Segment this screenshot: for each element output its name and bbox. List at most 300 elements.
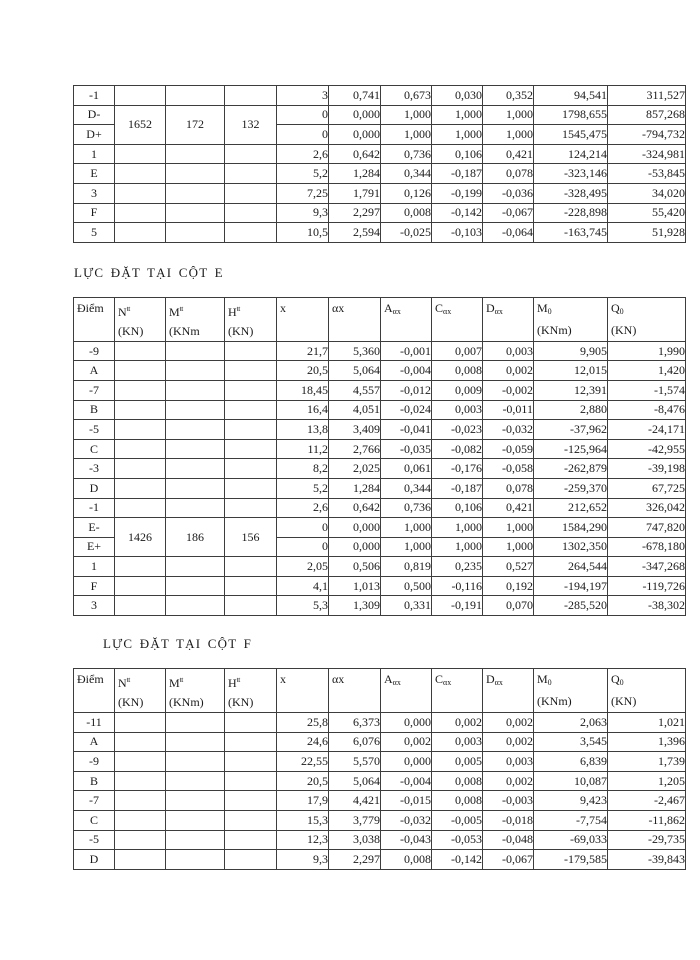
column-header-c-ax: [432, 669, 483, 713]
cell-q0: 1,205: [608, 771, 686, 791]
cell-m0: -179,585: [534, 850, 608, 870]
table-forces-continued: [73, 85, 686, 243]
cell-d-ax: 0,003: [483, 341, 534, 361]
cell-alpha-x: 0,506: [329, 557, 381, 577]
header-symbol-text: αx: [332, 300, 345, 315]
table-body: [74, 341, 686, 615]
cell-point-label: -1: [74, 86, 115, 106]
cell-alpha-x: 1,791: [329, 183, 381, 203]
cell-a-ax: 0,008: [381, 203, 432, 223]
header-subscript: 0: [619, 306, 624, 316]
cell-alpha-x: 0,642: [329, 498, 381, 518]
header-subscript: αx: [494, 678, 503, 688]
cell-d-ax: 1,000: [483, 537, 534, 557]
cell-a-ax: -0,043: [381, 830, 432, 850]
header-symbol-text: Điểm: [77, 300, 104, 315]
cell-q0: -53,845: [608, 164, 686, 184]
cell-q0: -39,843: [608, 850, 686, 870]
column-header-x: [277, 297, 329, 341]
cell-d-ax: 0,003: [483, 752, 534, 772]
cell-empty-m-tt: [166, 400, 225, 420]
cell-q0: -11,862: [608, 811, 686, 831]
header-unit: (KN): [118, 323, 144, 338]
cell-point-label: D-: [74, 105, 115, 125]
header-symbol: [384, 299, 431, 321]
header-symbol: [332, 299, 380, 318]
cell-empty-n-tt: [115, 400, 166, 420]
cell-a-ax: 1,000: [381, 105, 432, 125]
cell-x: 20,5: [277, 361, 329, 381]
cell-point-label: F: [74, 576, 115, 596]
cell-a-ax: 0,344: [381, 478, 432, 498]
cell-d-ax: -0,032: [483, 420, 534, 440]
cell-m0: 2,880: [534, 400, 608, 420]
table-row: [74, 518, 686, 538]
cell-x: 9,3: [277, 203, 329, 223]
cell-d-ax: 0,352: [483, 86, 534, 106]
column-header-diem: [74, 669, 115, 713]
cell-a-ax: 0,000: [381, 713, 432, 733]
cell-q0: 326,042: [608, 498, 686, 518]
cell-q0: -1,574: [608, 380, 686, 400]
header-unit: (KNm: [169, 323, 200, 338]
cell-d-ax: 0,070: [483, 596, 534, 616]
cell-d-ax: -0,018: [483, 811, 534, 831]
cell-alpha-x: 0,000: [329, 518, 381, 538]
cell-q0: 1,021: [608, 713, 686, 733]
header-superscript: tt: [236, 303, 240, 313]
cell-empty-h-tt: [225, 361, 277, 381]
cell-empty-h-tt: [225, 732, 277, 752]
header-symbol: [537, 670, 607, 692]
header-symbol-text: x: [280, 672, 286, 687]
header-subscript: 0: [547, 306, 552, 316]
header-unit: (KN): [118, 695, 144, 710]
header-symbol: [486, 299, 533, 321]
header-superscript: tt: [179, 303, 183, 313]
cell-point-label: F: [74, 203, 115, 223]
cell-empty-m-tt: [166, 86, 225, 106]
cell-q0: -39,198: [608, 459, 686, 479]
table-row: [74, 164, 686, 184]
cell-x: 2,05: [277, 557, 329, 577]
header-subscript: αx: [494, 306, 503, 316]
cell-q0: -29,735: [608, 830, 686, 850]
cell-m0: 12,391: [534, 380, 608, 400]
cell-empty-h-tt: [225, 144, 277, 164]
table-row: [74, 478, 686, 498]
cell-c-ax: 0,007: [432, 341, 483, 361]
cell-empty-n-tt: [115, 86, 166, 106]
cell-c-ax: -0,191: [432, 596, 483, 616]
cell-a-ax: 1,000: [381, 518, 432, 538]
header-row: [74, 297, 686, 341]
cell-alpha-x: 5,064: [329, 771, 381, 791]
cell-alpha-x: 4,557: [329, 380, 381, 400]
cell-point-label: E+: [74, 537, 115, 557]
header-symbol: [280, 670, 328, 689]
column-header-a-ax: [381, 297, 432, 341]
cell-a-ax: -0,041: [381, 420, 432, 440]
cell-c-ax: 0,005: [432, 752, 483, 772]
table-header: [74, 297, 686, 341]
table-row: [74, 361, 686, 381]
cell-empty-n-tt: [115, 752, 166, 772]
cell-alpha-x: 2,297: [329, 850, 381, 870]
cell-c-ax: -0,005: [432, 811, 483, 831]
header-unit: (KN): [228, 695, 254, 710]
cell-x: 8,2: [277, 459, 329, 479]
cell-d-ax: -0,002: [483, 380, 534, 400]
cell-c-ax: 0,106: [432, 498, 483, 518]
cell-q0: -324,981: [608, 144, 686, 164]
header-superscript: tt: [126, 303, 130, 313]
cell-x: 0: [277, 105, 329, 125]
cell-empty-n-tt: [115, 459, 166, 479]
heading-luc-dat-tai-cot-f: LỰC ĐẶT TẠI CỘT F: [103, 636, 252, 652]
cell-empty-n-tt: [115, 183, 166, 203]
cell-empty-n-tt: [115, 596, 166, 616]
table-row: [74, 144, 686, 164]
cell-a-ax: -0,012: [381, 380, 432, 400]
column-header-c-ax: [432, 297, 483, 341]
header-symbol-text: N: [118, 676, 127, 691]
cell-q0: 1,990: [608, 341, 686, 361]
cell-x: 16,4: [277, 400, 329, 420]
table-row: [74, 771, 686, 791]
cell-empty-h-tt: [225, 380, 277, 400]
header-symbol-text: M: [169, 304, 180, 319]
cell-empty-h-tt: [225, 830, 277, 850]
table-row: [74, 752, 686, 772]
cell-alpha-x: 5,570: [329, 752, 381, 772]
cell-point-label: A: [74, 732, 115, 752]
cell-c-ax: 0,106: [432, 144, 483, 164]
cell-c-ax: -0,142: [432, 203, 483, 223]
cell-alpha-x: 0,000: [329, 105, 381, 125]
cell-q0: -678,180: [608, 537, 686, 557]
header-symbol: [280, 299, 328, 318]
cell-x: 22,55: [277, 752, 329, 772]
header-unit: (KN): [611, 322, 637, 337]
cell-a-ax: -0,001: [381, 341, 432, 361]
header-symbol: [537, 299, 607, 321]
column-header-diem: [74, 297, 115, 341]
cell-empty-h-tt: [225, 459, 277, 479]
header-unit: (KN): [228, 323, 254, 338]
cell-a-ax: -0,004: [381, 361, 432, 381]
table-row: [74, 380, 686, 400]
cell-empty-h-tt: [225, 557, 277, 577]
cell-d-ax: -0,067: [483, 850, 534, 870]
cell-c-ax: -0,199: [432, 183, 483, 203]
cell-empty-n-tt: [115, 164, 166, 184]
cell-empty-m-tt: [166, 183, 225, 203]
cell-m0: -7,754: [534, 811, 608, 831]
cell-point-label: E: [74, 164, 115, 184]
cell-d-ax: 0,002: [483, 713, 534, 733]
header-symbol: [228, 299, 276, 322]
cell-empty-h-tt: [225, 341, 277, 361]
header-superscript: tt: [126, 675, 130, 685]
header-symbol: [77, 299, 114, 318]
column-header-m-tt: [166, 669, 225, 713]
cell-x: 2,6: [277, 144, 329, 164]
column-header-x: [277, 669, 329, 713]
cell-d-ax: -0,064: [483, 223, 534, 243]
cell-x: 13,8: [277, 420, 329, 440]
cell-x: 9,3: [277, 850, 329, 870]
cell-empty-n-tt: [115, 830, 166, 850]
cell-point-label: -7: [74, 791, 115, 811]
cell-merged-m-tt: 172: [166, 105, 225, 144]
cell-alpha-x: 6,373: [329, 713, 381, 733]
cell-x: 5,3: [277, 596, 329, 616]
cell-empty-n-tt: [115, 478, 166, 498]
cell-alpha-x: 5,064: [329, 361, 381, 381]
cell-d-ax: 0,527: [483, 557, 534, 577]
cell-m0: -285,520: [534, 596, 608, 616]
cell-m0: 3,545: [534, 732, 608, 752]
cell-d-ax: -0,059: [483, 439, 534, 459]
header-symbol: [77, 670, 114, 689]
cell-m0: -125,964: [534, 439, 608, 459]
cell-x: 2,6: [277, 498, 329, 518]
cell-point-label: E-: [74, 518, 115, 538]
cell-m0: 212,652: [534, 498, 608, 518]
cell-empty-m-tt: [166, 439, 225, 459]
cell-empty-n-tt: [115, 576, 166, 596]
cell-point-label: -3: [74, 459, 115, 479]
cell-point-label: -1: [74, 498, 115, 518]
cell-m0: 1302,350: [534, 537, 608, 557]
cell-alpha-x: 1,013: [329, 576, 381, 596]
table-row: [74, 203, 686, 223]
cell-empty-n-tt: [115, 361, 166, 381]
cell-point-label: C: [74, 811, 115, 831]
cell-q0: 34,020: [608, 183, 686, 203]
header-symbol: [228, 670, 276, 693]
cell-a-ax: -0,025: [381, 223, 432, 243]
cell-m0: 6,839: [534, 752, 608, 772]
cell-d-ax: -0,067: [483, 203, 534, 223]
cell-q0: 747,820: [608, 518, 686, 538]
cell-empty-m-tt: [166, 341, 225, 361]
cell-empty-h-tt: [225, 596, 277, 616]
cell-empty-h-tt: [225, 498, 277, 518]
cell-m0: -228,898: [534, 203, 608, 223]
cell-empty-h-tt: [225, 400, 277, 420]
cell-empty-m-tt: [166, 732, 225, 752]
cell-empty-m-tt: [166, 380, 225, 400]
cell-empty-m-tt: [166, 752, 225, 772]
cell-alpha-x: 6,076: [329, 732, 381, 752]
cell-x: 12,3: [277, 830, 329, 850]
table-row: [74, 576, 686, 596]
table-forces-cot-f: [73, 668, 686, 870]
cell-empty-m-tt: [166, 164, 225, 184]
cell-empty-m-tt: [166, 223, 225, 243]
cell-point-label: A: [74, 361, 115, 381]
cell-c-ax: -0,053: [432, 830, 483, 850]
table-row: [74, 223, 686, 243]
cell-empty-m-tt: [166, 498, 225, 518]
cell-d-ax: 0,192: [483, 576, 534, 596]
table-row: [74, 105, 686, 125]
cell-x: 20,5: [277, 771, 329, 791]
cell-d-ax: -0,058: [483, 459, 534, 479]
header-symbol: [486, 670, 533, 692]
cell-a-ax: 0,344: [381, 164, 432, 184]
table-row: [74, 459, 686, 479]
cell-c-ax: -0,023: [432, 420, 483, 440]
cell-q0: -42,955: [608, 439, 686, 459]
cell-empty-h-tt: [225, 752, 277, 772]
header-subscript: 0: [619, 678, 624, 688]
cell-x: 5,2: [277, 164, 329, 184]
cell-empty-m-tt: [166, 203, 225, 223]
cell-merged-n-tt: 1652: [115, 105, 166, 144]
header-symbol-text: αx: [332, 672, 345, 687]
column-header-h-tt: [225, 297, 277, 341]
cell-empty-m-tt: [166, 420, 225, 440]
cell-c-ax: 1,000: [432, 537, 483, 557]
cell-empty-n-tt: [115, 380, 166, 400]
column-header-m-tt: [166, 297, 225, 341]
cell-point-label: -5: [74, 420, 115, 440]
cell-empty-h-tt: [225, 771, 277, 791]
cell-m0: -194,197: [534, 576, 608, 596]
table-row: [74, 791, 686, 811]
cell-c-ax: -0,082: [432, 439, 483, 459]
cell-merged-m-tt: 186: [166, 518, 225, 557]
cell-empty-n-tt: [115, 771, 166, 791]
cell-empty-h-tt: [225, 203, 277, 223]
cell-q0: -38,302: [608, 596, 686, 616]
header-unit: (KNm): [169, 695, 204, 710]
cell-empty-h-tt: [225, 439, 277, 459]
cell-c-ax: -0,116: [432, 576, 483, 596]
cell-a-ax: -0,015: [381, 791, 432, 811]
cell-x: 11,2: [277, 439, 329, 459]
cell-m0: 9,423: [534, 791, 608, 811]
header-symbol-text: x: [280, 300, 286, 315]
cell-alpha-x: 1,284: [329, 478, 381, 498]
cell-c-ax: -0,176: [432, 459, 483, 479]
header-symbol: [118, 670, 165, 693]
cell-empty-h-tt: [225, 183, 277, 203]
cell-point-label: -7: [74, 380, 115, 400]
cell-c-ax: 0,030: [432, 86, 483, 106]
header-symbol-text: A: [384, 300, 393, 315]
cell-a-ax: 0,002: [381, 732, 432, 752]
cell-empty-h-tt: [225, 478, 277, 498]
cell-a-ax: 0,819: [381, 557, 432, 577]
cell-alpha-x: 4,421: [329, 791, 381, 811]
cell-m0: 264,544: [534, 557, 608, 577]
column-header-m0: [534, 297, 608, 341]
cell-empty-m-tt: [166, 576, 225, 596]
cell-point-label: B: [74, 400, 115, 420]
cell-a-ax: -0,004: [381, 771, 432, 791]
cell-x: 0: [277, 518, 329, 538]
cell-alpha-x: 3,409: [329, 420, 381, 440]
cell-c-ax: 0,002: [432, 713, 483, 733]
cell-x: 21,7: [277, 341, 329, 361]
cell-a-ax: 0,000: [381, 752, 432, 772]
cell-d-ax: 1,000: [483, 105, 534, 125]
cell-x: 0: [277, 537, 329, 557]
cell-q0: -8,476: [608, 400, 686, 420]
cell-empty-n-tt: [115, 557, 166, 577]
cell-d-ax: -0,003: [483, 791, 534, 811]
cell-d-ax: 0,002: [483, 361, 534, 381]
cell-merged-h-tt: 156: [225, 518, 277, 557]
cell-x: 17,9: [277, 791, 329, 811]
table-header: [74, 669, 686, 713]
table-body: [74, 713, 686, 870]
cell-c-ax: -0,187: [432, 164, 483, 184]
cell-empty-n-tt: [115, 439, 166, 459]
cell-point-label: D+: [74, 125, 115, 145]
cell-q0: 51,928: [608, 223, 686, 243]
cell-c-ax: 1,000: [432, 125, 483, 145]
cell-point-label: 1: [74, 557, 115, 577]
cell-empty-m-tt: [166, 361, 225, 381]
header-subscript: αx: [392, 678, 401, 688]
cell-point-label: 5: [74, 223, 115, 243]
cell-alpha-x: 0,000: [329, 537, 381, 557]
cell-empty-n-tt: [115, 498, 166, 518]
header-symbol: [169, 670, 224, 693]
cell-empty-m-tt: [166, 850, 225, 870]
cell-c-ax: -0,187: [432, 478, 483, 498]
cell-x: 24,6: [277, 732, 329, 752]
cell-d-ax: 0,078: [483, 164, 534, 184]
cell-point-label: -9: [74, 752, 115, 772]
cell-a-ax: 0,736: [381, 498, 432, 518]
cell-empty-n-tt: [115, 732, 166, 752]
table-row: [74, 830, 686, 850]
cell-alpha-x: 5,360: [329, 341, 381, 361]
cell-q0: 1,420: [608, 361, 686, 381]
header-subscript: αx: [443, 306, 452, 316]
table-body: [74, 86, 686, 243]
header-row: [74, 669, 686, 713]
header-symbol-text: Q: [611, 300, 620, 315]
cell-x: 0: [277, 125, 329, 145]
table-forces-cot-e: [73, 297, 686, 616]
cell-a-ax: 0,331: [381, 596, 432, 616]
cell-empty-n-tt: [115, 420, 166, 440]
column-header-q0: [608, 669, 686, 713]
header-symbol-text: N: [118, 304, 127, 319]
cell-empty-m-tt: [166, 771, 225, 791]
cell-x: 3: [277, 86, 329, 106]
table-row: [74, 341, 686, 361]
header-symbol-text: Q: [611, 672, 620, 687]
header-unit: (KNm): [537, 322, 572, 337]
column-header-n-tt: [115, 669, 166, 713]
table-row: [74, 420, 686, 440]
header-symbol: [435, 299, 482, 321]
header-symbol: [611, 299, 685, 321]
cell-q0: -2,467: [608, 791, 686, 811]
cell-point-label: C: [74, 439, 115, 459]
cell-alpha-x: 2,766: [329, 439, 381, 459]
cell-c-ax: 0,003: [432, 732, 483, 752]
cell-m0: -69,033: [534, 830, 608, 850]
